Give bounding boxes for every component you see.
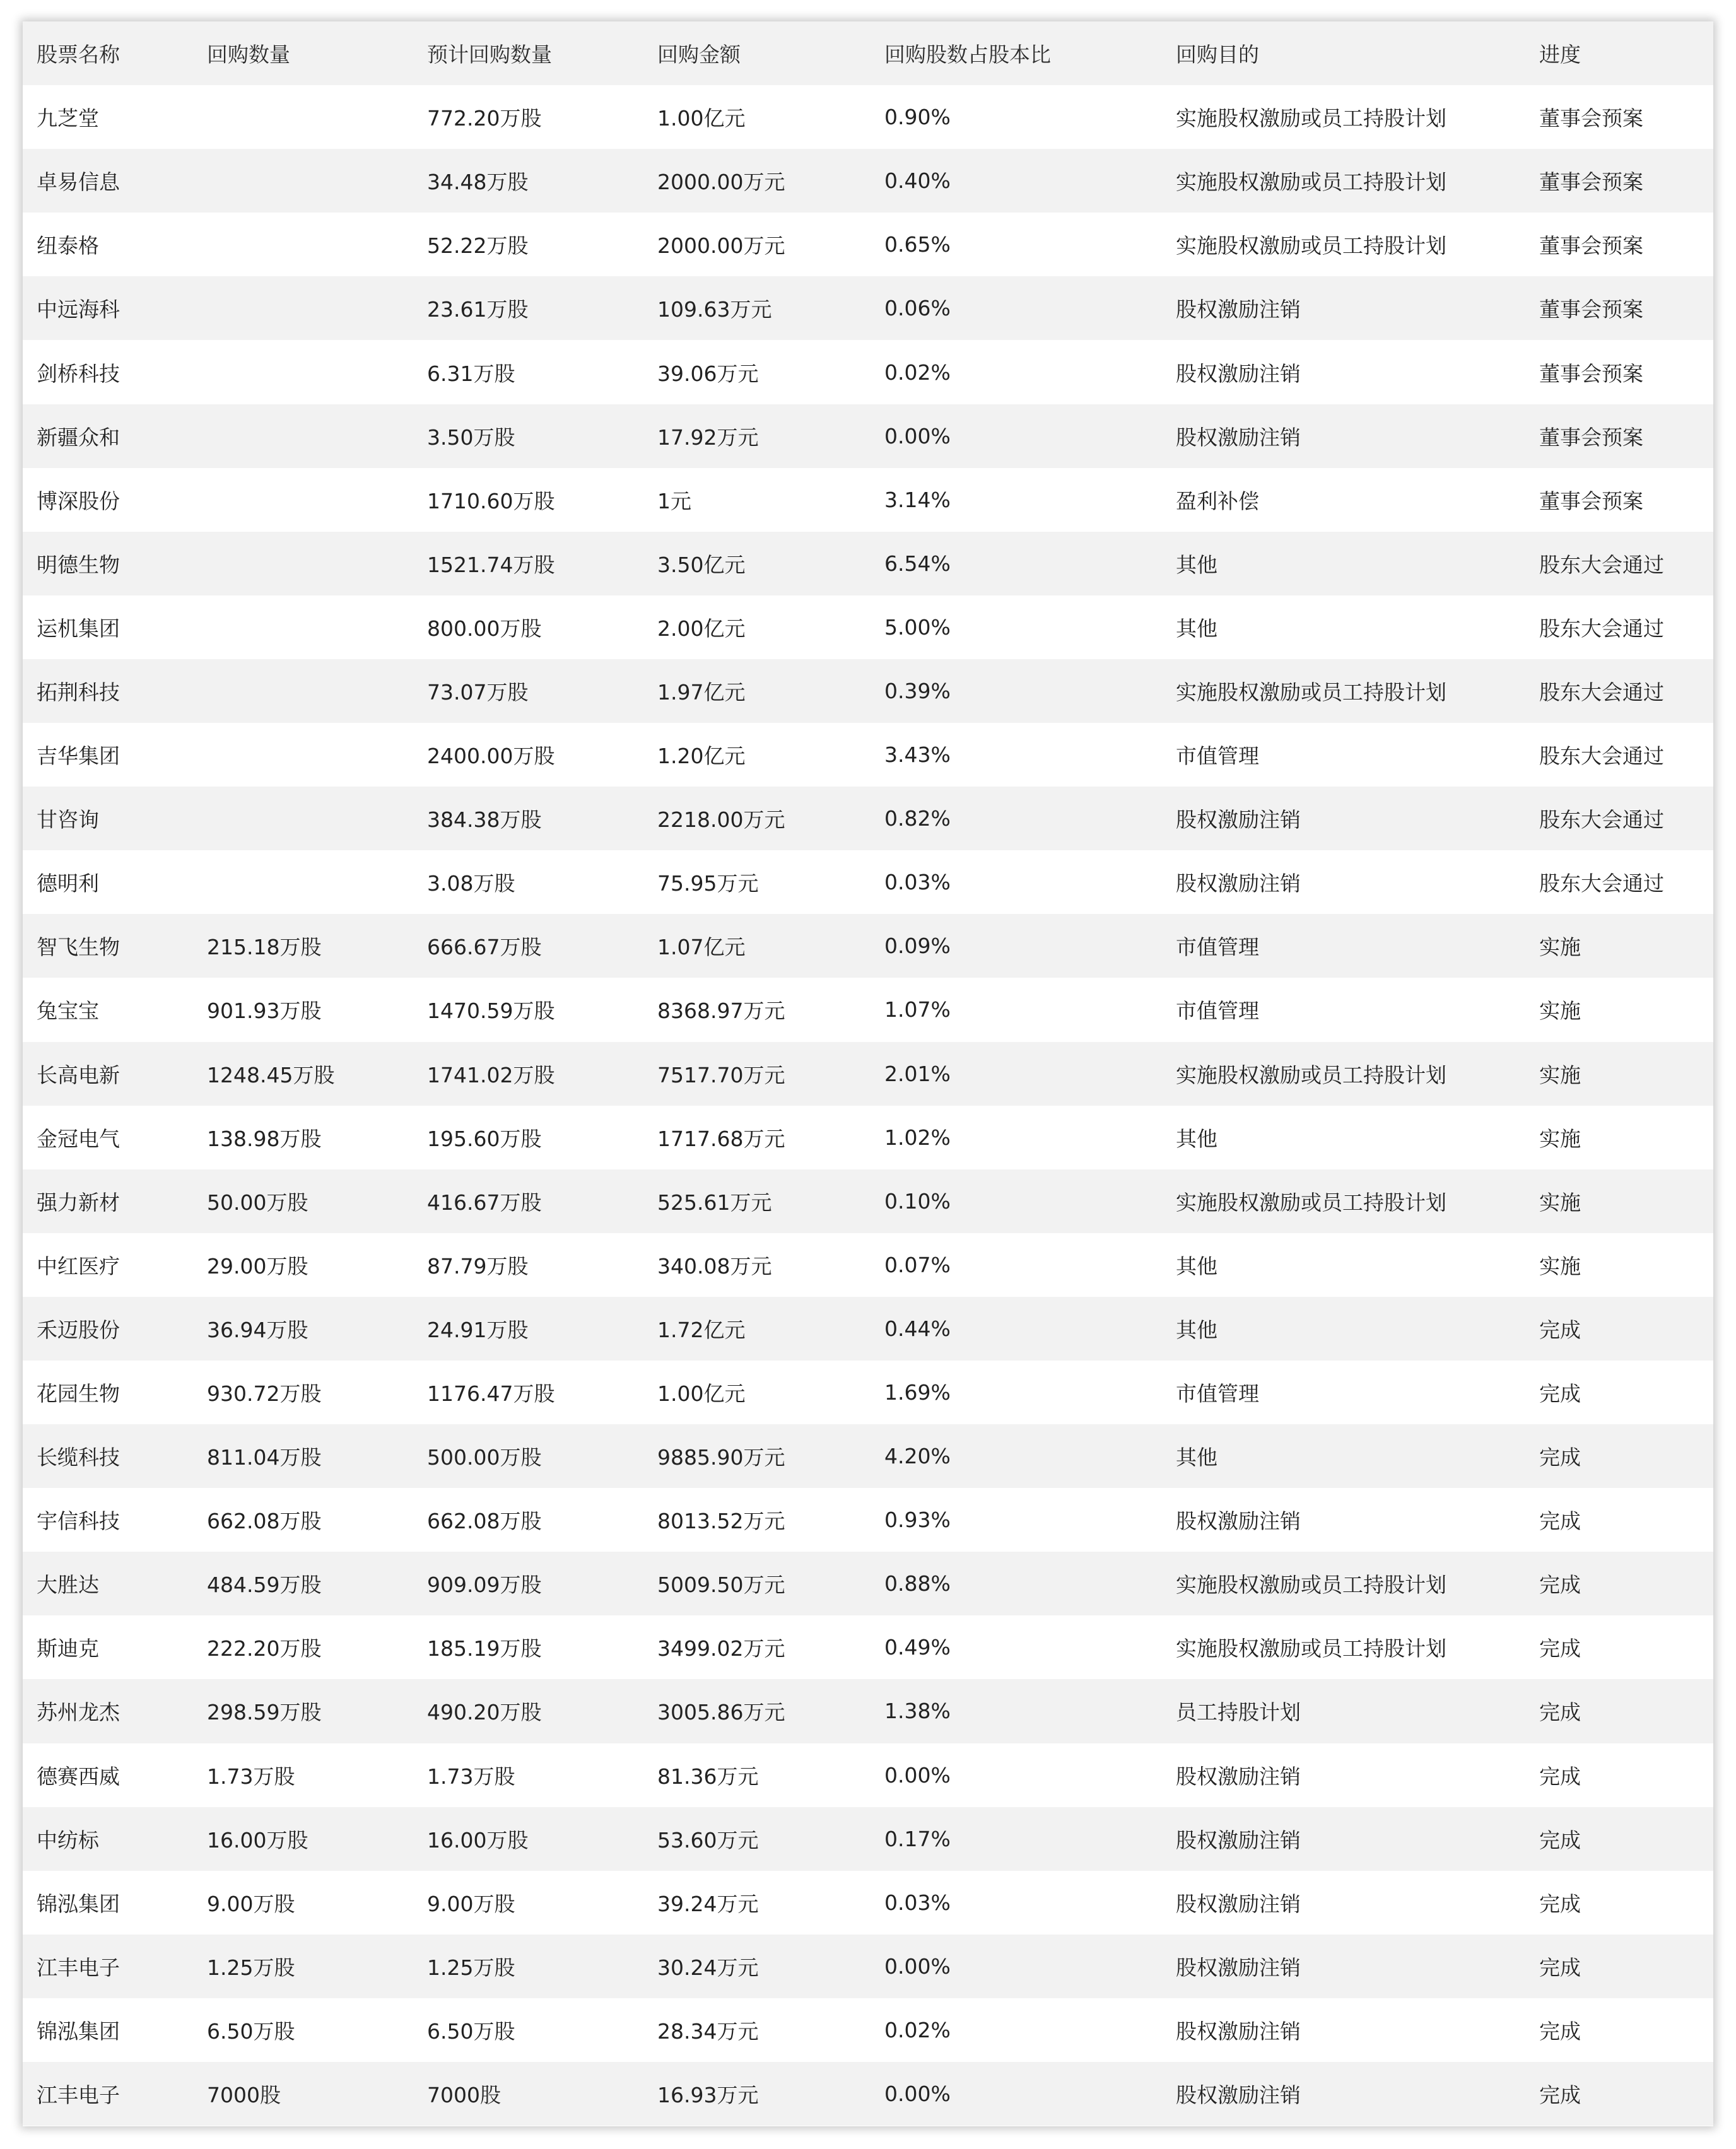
cell-buyback-amount: 17.92万元 [643, 404, 871, 468]
cell-buyback-amount: 525.61万元 [643, 1169, 871, 1233]
cell-buyback-amount: 1.97亿元 [643, 659, 871, 723]
cell-purpose: 实施股权激励或员工持股计划 [1162, 1552, 1525, 1615]
cell-stock-name: 强力新材 [23, 1169, 193, 1233]
cell-buyback-quantity: 6.50万股 [193, 1998, 413, 2062]
cell-expected-quantity: 23.61万股 [413, 276, 643, 340]
cell-expected-quantity: 52.22万股 [413, 213, 643, 276]
cell-share-ratio: 0.82% [871, 787, 1162, 850]
table-row [23, 149, 1713, 213]
cell-progress: 完成 [1525, 1488, 1713, 1552]
cell-expected-quantity: 3.08万股 [413, 850, 643, 914]
cell-purpose: 股权激励注销 [1162, 1998, 1525, 2062]
cell-share-ratio: 5.00% [871, 595, 1162, 659]
cell-expected-quantity: 1710.60万股 [413, 468, 643, 532]
cell-purpose: 股权激励注销 [1162, 850, 1525, 914]
cell-buyback-quantity [193, 404, 413, 468]
cell-purpose: 其他 [1162, 1297, 1525, 1361]
cell-progress: 董事会预案 [1525, 468, 1713, 532]
cell-expected-quantity: 500.00万股 [413, 1424, 643, 1488]
cell-expected-quantity: 24.91万股 [413, 1297, 643, 1361]
cell-stock-name: 江丰电子 [23, 1935, 193, 1998]
cell-buyback-amount: 2000.00万元 [643, 149, 871, 213]
cell-stock-name: 江丰电子 [23, 2062, 193, 2126]
table-row [23, 532, 1713, 595]
cell-progress: 股东大会通过 [1525, 787, 1713, 850]
cell-share-ratio: 0.02% [871, 1998, 1162, 2062]
cell-stock-name: 九芝堂 [23, 85, 193, 149]
cell-expected-quantity: 1741.02万股 [413, 1042, 643, 1106]
cell-progress: 股东大会通过 [1525, 723, 1713, 787]
cell-share-ratio: 0.00% [871, 1935, 1162, 1998]
cell-buyback-amount: 39.06万元 [643, 340, 871, 404]
cell-progress: 董事会预案 [1525, 276, 1713, 340]
cell-stock-name: 卓易信息 [23, 149, 193, 213]
cell-buyback-quantity: 901.93万股 [193, 978, 413, 1041]
cell-progress: 实施 [1525, 1042, 1713, 1106]
cell-buyback-quantity: 811.04万股 [193, 1424, 413, 1488]
cell-purpose: 股权激励注销 [1162, 787, 1525, 850]
cell-stock-name: 中红医疗 [23, 1233, 193, 1297]
cell-stock-name: 斯迪克 [23, 1615, 193, 1679]
cell-buyback-amount: 340.08万元 [643, 1233, 871, 1297]
cell-purpose: 股权激励注销 [1162, 2062, 1525, 2126]
cell-purpose: 实施股权激励或员工持股计划 [1162, 85, 1525, 149]
cell-purpose: 其他 [1162, 1424, 1525, 1488]
cell-expected-quantity: 73.07万股 [413, 659, 643, 723]
cell-purpose: 实施股权激励或员工持股计划 [1162, 1615, 1525, 1679]
cell-buyback-quantity [193, 85, 413, 149]
table-row [23, 1106, 1713, 1169]
cell-buyback-quantity [193, 340, 413, 404]
cell-buyback-amount: 1.00亿元 [643, 1361, 871, 1424]
header-buyback-amount: 回购金额 [643, 21, 871, 85]
cell-buyback-amount: 1元 [643, 468, 871, 532]
cell-buyback-quantity [193, 659, 413, 723]
table-row [23, 1424, 1713, 1488]
cell-share-ratio: 0.65% [871, 213, 1162, 276]
cell-purpose: 实施股权激励或员工持股计划 [1162, 1042, 1525, 1106]
cell-expected-quantity: 909.09万股 [413, 1552, 643, 1615]
cell-share-ratio: 1.38% [871, 1679, 1162, 1743]
cell-buyback-quantity: 7000股 [193, 2062, 413, 2126]
cell-purpose: 股权激励注销 [1162, 1871, 1525, 1935]
buyback-table-card [23, 21, 1713, 2126]
cell-stock-name: 智飞生物 [23, 914, 193, 978]
cell-stock-name: 拓荆科技 [23, 659, 193, 723]
cell-progress: 完成 [1525, 1361, 1713, 1424]
table-row [23, 978, 1713, 1041]
table-row [23, 1552, 1713, 1615]
cell-stock-name: 金冠电气 [23, 1106, 193, 1169]
cell-stock-name: 长高电新 [23, 1042, 193, 1106]
buyback-table [23, 21, 1713, 2126]
cell-progress: 董事会预案 [1525, 340, 1713, 404]
cell-purpose: 股权激励注销 [1162, 404, 1525, 468]
cell-stock-name: 甘咨询 [23, 787, 193, 850]
cell-share-ratio: 0.40% [871, 149, 1162, 213]
cell-share-ratio: 0.00% [871, 1743, 1162, 1807]
cell-buyback-quantity [193, 532, 413, 595]
cell-share-ratio: 0.10% [871, 1169, 1162, 1233]
cell-stock-name: 兔宝宝 [23, 978, 193, 1041]
cell-buyback-amount: 1.20亿元 [643, 723, 871, 787]
cell-buyback-amount: 1.72亿元 [643, 1297, 871, 1361]
cell-buyback-amount: 16.93万元 [643, 2062, 871, 2126]
table-row [23, 1233, 1713, 1297]
header-buyback-quantity: 回购数量 [193, 21, 413, 85]
cell-share-ratio: 3.14% [871, 468, 1162, 532]
cell-expected-quantity: 800.00万股 [413, 595, 643, 659]
cell-purpose: 其他 [1162, 1106, 1525, 1169]
header-expected-quantity: 预计回购数量 [413, 21, 643, 85]
table-row [23, 1042, 1713, 1106]
header-stock-name: 股票名称 [23, 21, 193, 85]
cell-purpose: 市值管理 [1162, 1361, 1525, 1424]
cell-purpose: 其他 [1162, 1233, 1525, 1297]
cell-expected-quantity: 34.48万股 [413, 149, 643, 213]
cell-stock-name: 德明利 [23, 850, 193, 914]
cell-purpose: 其他 [1162, 532, 1525, 595]
cell-purpose: 股权激励注销 [1162, 340, 1525, 404]
cell-stock-name: 禾迈股份 [23, 1297, 193, 1361]
cell-purpose: 股权激励注销 [1162, 1807, 1525, 1871]
cell-buyback-amount: 1.07亿元 [643, 914, 871, 978]
cell-buyback-amount: 7517.70万元 [643, 1042, 871, 1106]
cell-share-ratio: 0.93% [871, 1488, 1162, 1552]
cell-progress: 实施 [1525, 1106, 1713, 1169]
cell-buyback-quantity [193, 723, 413, 787]
cell-buyback-amount: 2218.00万元 [643, 787, 871, 850]
cell-progress: 董事会预案 [1525, 213, 1713, 276]
table-row [23, 1488, 1713, 1552]
cell-buyback-quantity: 9.00万股 [193, 1871, 413, 1935]
cell-purpose: 实施股权激励或员工持股计划 [1162, 149, 1525, 213]
cell-buyback-amount: 3.50亿元 [643, 532, 871, 595]
cell-progress: 董事会预案 [1525, 404, 1713, 468]
cell-expected-quantity: 1.73万股 [413, 1743, 643, 1807]
cell-expected-quantity: 9.00万股 [413, 1871, 643, 1935]
cell-progress: 完成 [1525, 1871, 1713, 1935]
cell-buyback-quantity: 484.59万股 [193, 1552, 413, 1615]
cell-expected-quantity: 87.79万股 [413, 1233, 643, 1297]
cell-expected-quantity: 6.31万股 [413, 340, 643, 404]
cell-share-ratio: 0.44% [871, 1297, 1162, 1361]
cell-share-ratio: 1.02% [871, 1106, 1162, 1169]
table-row [23, 1297, 1713, 1361]
cell-buyback-amount: 8013.52万元 [643, 1488, 871, 1552]
cell-buyback-amount: 28.34万元 [643, 1998, 871, 2062]
cell-purpose: 员工持股计划 [1162, 1679, 1525, 1743]
table-row [23, 595, 1713, 659]
cell-buyback-quantity: 16.00万股 [193, 1807, 413, 1871]
table-row [23, 1743, 1713, 1807]
cell-buyback-quantity [193, 213, 413, 276]
cell-progress: 完成 [1525, 1679, 1713, 1743]
cell-expected-quantity: 2400.00万股 [413, 723, 643, 787]
cell-share-ratio: 0.02% [871, 340, 1162, 404]
cell-progress: 完成 [1525, 1807, 1713, 1871]
cell-share-ratio: 4.20% [871, 1424, 1162, 1488]
cell-stock-name: 中纺标 [23, 1807, 193, 1871]
header-purpose: 回购目的 [1162, 21, 1525, 85]
cell-progress: 股东大会通过 [1525, 532, 1713, 595]
cell-stock-name: 新疆众和 [23, 404, 193, 468]
cell-stock-name: 锦泓集团 [23, 1871, 193, 1935]
cell-expected-quantity: 1521.74万股 [413, 532, 643, 595]
cell-buyback-quantity: 36.94万股 [193, 1297, 413, 1361]
cell-stock-name: 锦泓集团 [23, 1998, 193, 2062]
cell-buyback-amount: 2000.00万元 [643, 213, 871, 276]
cell-buyback-quantity: 1.73万股 [193, 1743, 413, 1807]
cell-expected-quantity: 384.38万股 [413, 787, 643, 850]
cell-progress: 完成 [1525, 1743, 1713, 1807]
cell-stock-name: 明德生物 [23, 532, 193, 595]
table-row [23, 659, 1713, 723]
cell-buyback-amount: 39.24万元 [643, 1871, 871, 1935]
cell-purpose: 其他 [1162, 595, 1525, 659]
cell-share-ratio: 0.00% [871, 2062, 1162, 2126]
cell-stock-name: 吉华集团 [23, 723, 193, 787]
cell-expected-quantity: 666.67万股 [413, 914, 643, 978]
cell-stock-name: 德赛西威 [23, 1743, 193, 1807]
cell-buyback-quantity [193, 468, 413, 532]
cell-stock-name: 大胜达 [23, 1552, 193, 1615]
cell-purpose: 实施股权激励或员工持股计划 [1162, 659, 1525, 723]
cell-buyback-quantity: 298.59万股 [193, 1679, 413, 1743]
cell-buyback-quantity: 29.00万股 [193, 1233, 413, 1297]
cell-progress: 完成 [1525, 1552, 1713, 1615]
cell-buyback-amount: 81.36万元 [643, 1743, 871, 1807]
cell-buyback-quantity: 138.98万股 [193, 1106, 413, 1169]
cell-buyback-quantity [193, 595, 413, 659]
cell-buyback-quantity: 930.72万股 [193, 1361, 413, 1424]
cell-progress: 完成 [1525, 1615, 1713, 1679]
table-row [23, 1169, 1713, 1233]
table-row [23, 1998, 1713, 2062]
cell-purpose: 股权激励注销 [1162, 1488, 1525, 1552]
cell-purpose: 实施股权激励或员工持股计划 [1162, 1169, 1525, 1233]
cell-share-ratio: 6.54% [871, 532, 1162, 595]
cell-purpose: 股权激励注销 [1162, 276, 1525, 340]
cell-share-ratio: 3.43% [871, 723, 1162, 787]
table-row [23, 723, 1713, 787]
table-row [23, 1361, 1713, 1424]
cell-buyback-amount: 53.60万元 [643, 1807, 871, 1871]
cell-purpose: 盈利补偿 [1162, 468, 1525, 532]
cell-share-ratio: 0.03% [871, 1871, 1162, 1935]
cell-buyback-quantity [193, 787, 413, 850]
cell-purpose: 股权激励注销 [1162, 1743, 1525, 1807]
cell-progress: 完成 [1525, 1935, 1713, 1998]
cell-buyback-amount: 8368.97万元 [643, 978, 871, 1041]
header-share-ratio: 回购股数占股本比 [871, 21, 1162, 85]
cell-progress: 董事会预案 [1525, 85, 1713, 149]
cell-buyback-quantity: 50.00万股 [193, 1169, 413, 1233]
table-row [23, 468, 1713, 532]
header-progress: 进度 [1525, 21, 1713, 85]
cell-buyback-quantity: 662.08万股 [193, 1488, 413, 1552]
cell-purpose: 市值管理 [1162, 723, 1525, 787]
cell-share-ratio: 0.00% [871, 404, 1162, 468]
cell-progress: 完成 [1525, 1297, 1713, 1361]
cell-expected-quantity: 416.67万股 [413, 1169, 643, 1233]
table-row [23, 914, 1713, 978]
cell-share-ratio: 0.49% [871, 1615, 1162, 1679]
cell-progress: 完成 [1525, 1998, 1713, 2062]
cell-purpose: 市值管理 [1162, 914, 1525, 978]
cell-progress: 完成 [1525, 1424, 1713, 1488]
cell-expected-quantity: 1470.59万股 [413, 978, 643, 1041]
table-row [23, 85, 1713, 149]
table-row [23, 1615, 1713, 1679]
table-row [23, 1679, 1713, 1743]
cell-share-ratio: 0.06% [871, 276, 1162, 340]
table-row [23, 2062, 1713, 2126]
cell-buyback-quantity [193, 276, 413, 340]
cell-expected-quantity: 7000股 [413, 2062, 643, 2126]
cell-stock-name: 长缆科技 [23, 1424, 193, 1488]
cell-stock-name: 纽泰格 [23, 213, 193, 276]
cell-buyback-quantity [193, 850, 413, 914]
cell-expected-quantity: 490.20万股 [413, 1679, 643, 1743]
cell-expected-quantity: 1.25万股 [413, 1935, 643, 1998]
cell-share-ratio: 0.07% [871, 1233, 1162, 1297]
table-row [23, 1871, 1713, 1935]
cell-share-ratio: 0.17% [871, 1807, 1162, 1871]
cell-stock-name: 宇信科技 [23, 1488, 193, 1552]
cell-share-ratio: 1.69% [871, 1361, 1162, 1424]
cell-buyback-amount: 75.95万元 [643, 850, 871, 914]
cell-progress: 实施 [1525, 1169, 1713, 1233]
cell-buyback-quantity: 1248.45万股 [193, 1042, 413, 1106]
cell-expected-quantity: 3.50万股 [413, 404, 643, 468]
cell-buyback-amount: 1.00亿元 [643, 85, 871, 149]
cell-stock-name: 花园生物 [23, 1361, 193, 1424]
cell-progress: 股东大会通过 [1525, 659, 1713, 723]
cell-buyback-amount: 3499.02万元 [643, 1615, 871, 1679]
cell-purpose: 市值管理 [1162, 978, 1525, 1041]
cell-purpose: 股权激励注销 [1162, 1935, 1525, 1998]
cell-expected-quantity: 185.19万股 [413, 1615, 643, 1679]
cell-stock-name: 苏州龙杰 [23, 1679, 193, 1743]
cell-buyback-quantity [193, 149, 413, 213]
cell-expected-quantity: 772.20万股 [413, 85, 643, 149]
cell-stock-name: 剑桥科技 [23, 340, 193, 404]
cell-buyback-amount: 109.63万元 [643, 276, 871, 340]
cell-share-ratio: 0.90% [871, 85, 1162, 149]
cell-stock-name: 运机集团 [23, 595, 193, 659]
cell-expected-quantity: 16.00万股 [413, 1807, 643, 1871]
table-header-row [23, 21, 1713, 85]
table-row [23, 213, 1713, 276]
cell-expected-quantity: 662.08万股 [413, 1488, 643, 1552]
table-row [23, 1935, 1713, 1998]
cell-buyback-amount: 2.00亿元 [643, 595, 871, 659]
cell-progress: 股东大会通过 [1525, 850, 1713, 914]
cell-buyback-amount: 3005.86万元 [643, 1679, 871, 1743]
cell-share-ratio: 0.09% [871, 914, 1162, 978]
cell-progress: 董事会预案 [1525, 149, 1713, 213]
cell-progress: 股东大会通过 [1525, 595, 1713, 659]
table-row [23, 1807, 1713, 1871]
table-row [23, 340, 1713, 404]
cell-share-ratio: 1.07% [871, 978, 1162, 1041]
cell-buyback-quantity: 215.18万股 [193, 914, 413, 978]
cell-buyback-amount: 9885.90万元 [643, 1424, 871, 1488]
table-row [23, 850, 1713, 914]
cell-expected-quantity: 6.50万股 [413, 1998, 643, 2062]
cell-purpose: 实施股权激励或员工持股计划 [1162, 213, 1525, 276]
cell-progress: 实施 [1525, 978, 1713, 1041]
cell-stock-name: 中远海科 [23, 276, 193, 340]
cell-buyback-amount: 5009.50万元 [643, 1552, 871, 1615]
cell-buyback-amount: 1717.68万元 [643, 1106, 871, 1169]
cell-buyback-quantity: 1.25万股 [193, 1935, 413, 1998]
cell-share-ratio: 2.01% [871, 1042, 1162, 1106]
cell-share-ratio: 0.39% [871, 659, 1162, 723]
cell-progress: 完成 [1525, 2062, 1713, 2126]
cell-buyback-quantity: 222.20万股 [193, 1615, 413, 1679]
cell-stock-name: 博深股份 [23, 468, 193, 532]
cell-buyback-amount: 30.24万元 [643, 1935, 871, 1998]
cell-progress: 实施 [1525, 1233, 1713, 1297]
cell-progress: 实施 [1525, 914, 1713, 978]
cell-share-ratio: 0.03% [871, 850, 1162, 914]
cell-expected-quantity: 1176.47万股 [413, 1361, 643, 1424]
table-body [23, 85, 1713, 2126]
table-row [23, 276, 1713, 340]
table-row [23, 787, 1713, 850]
table-row [23, 404, 1713, 468]
cell-expected-quantity: 195.60万股 [413, 1106, 643, 1169]
cell-share-ratio: 0.88% [871, 1552, 1162, 1615]
